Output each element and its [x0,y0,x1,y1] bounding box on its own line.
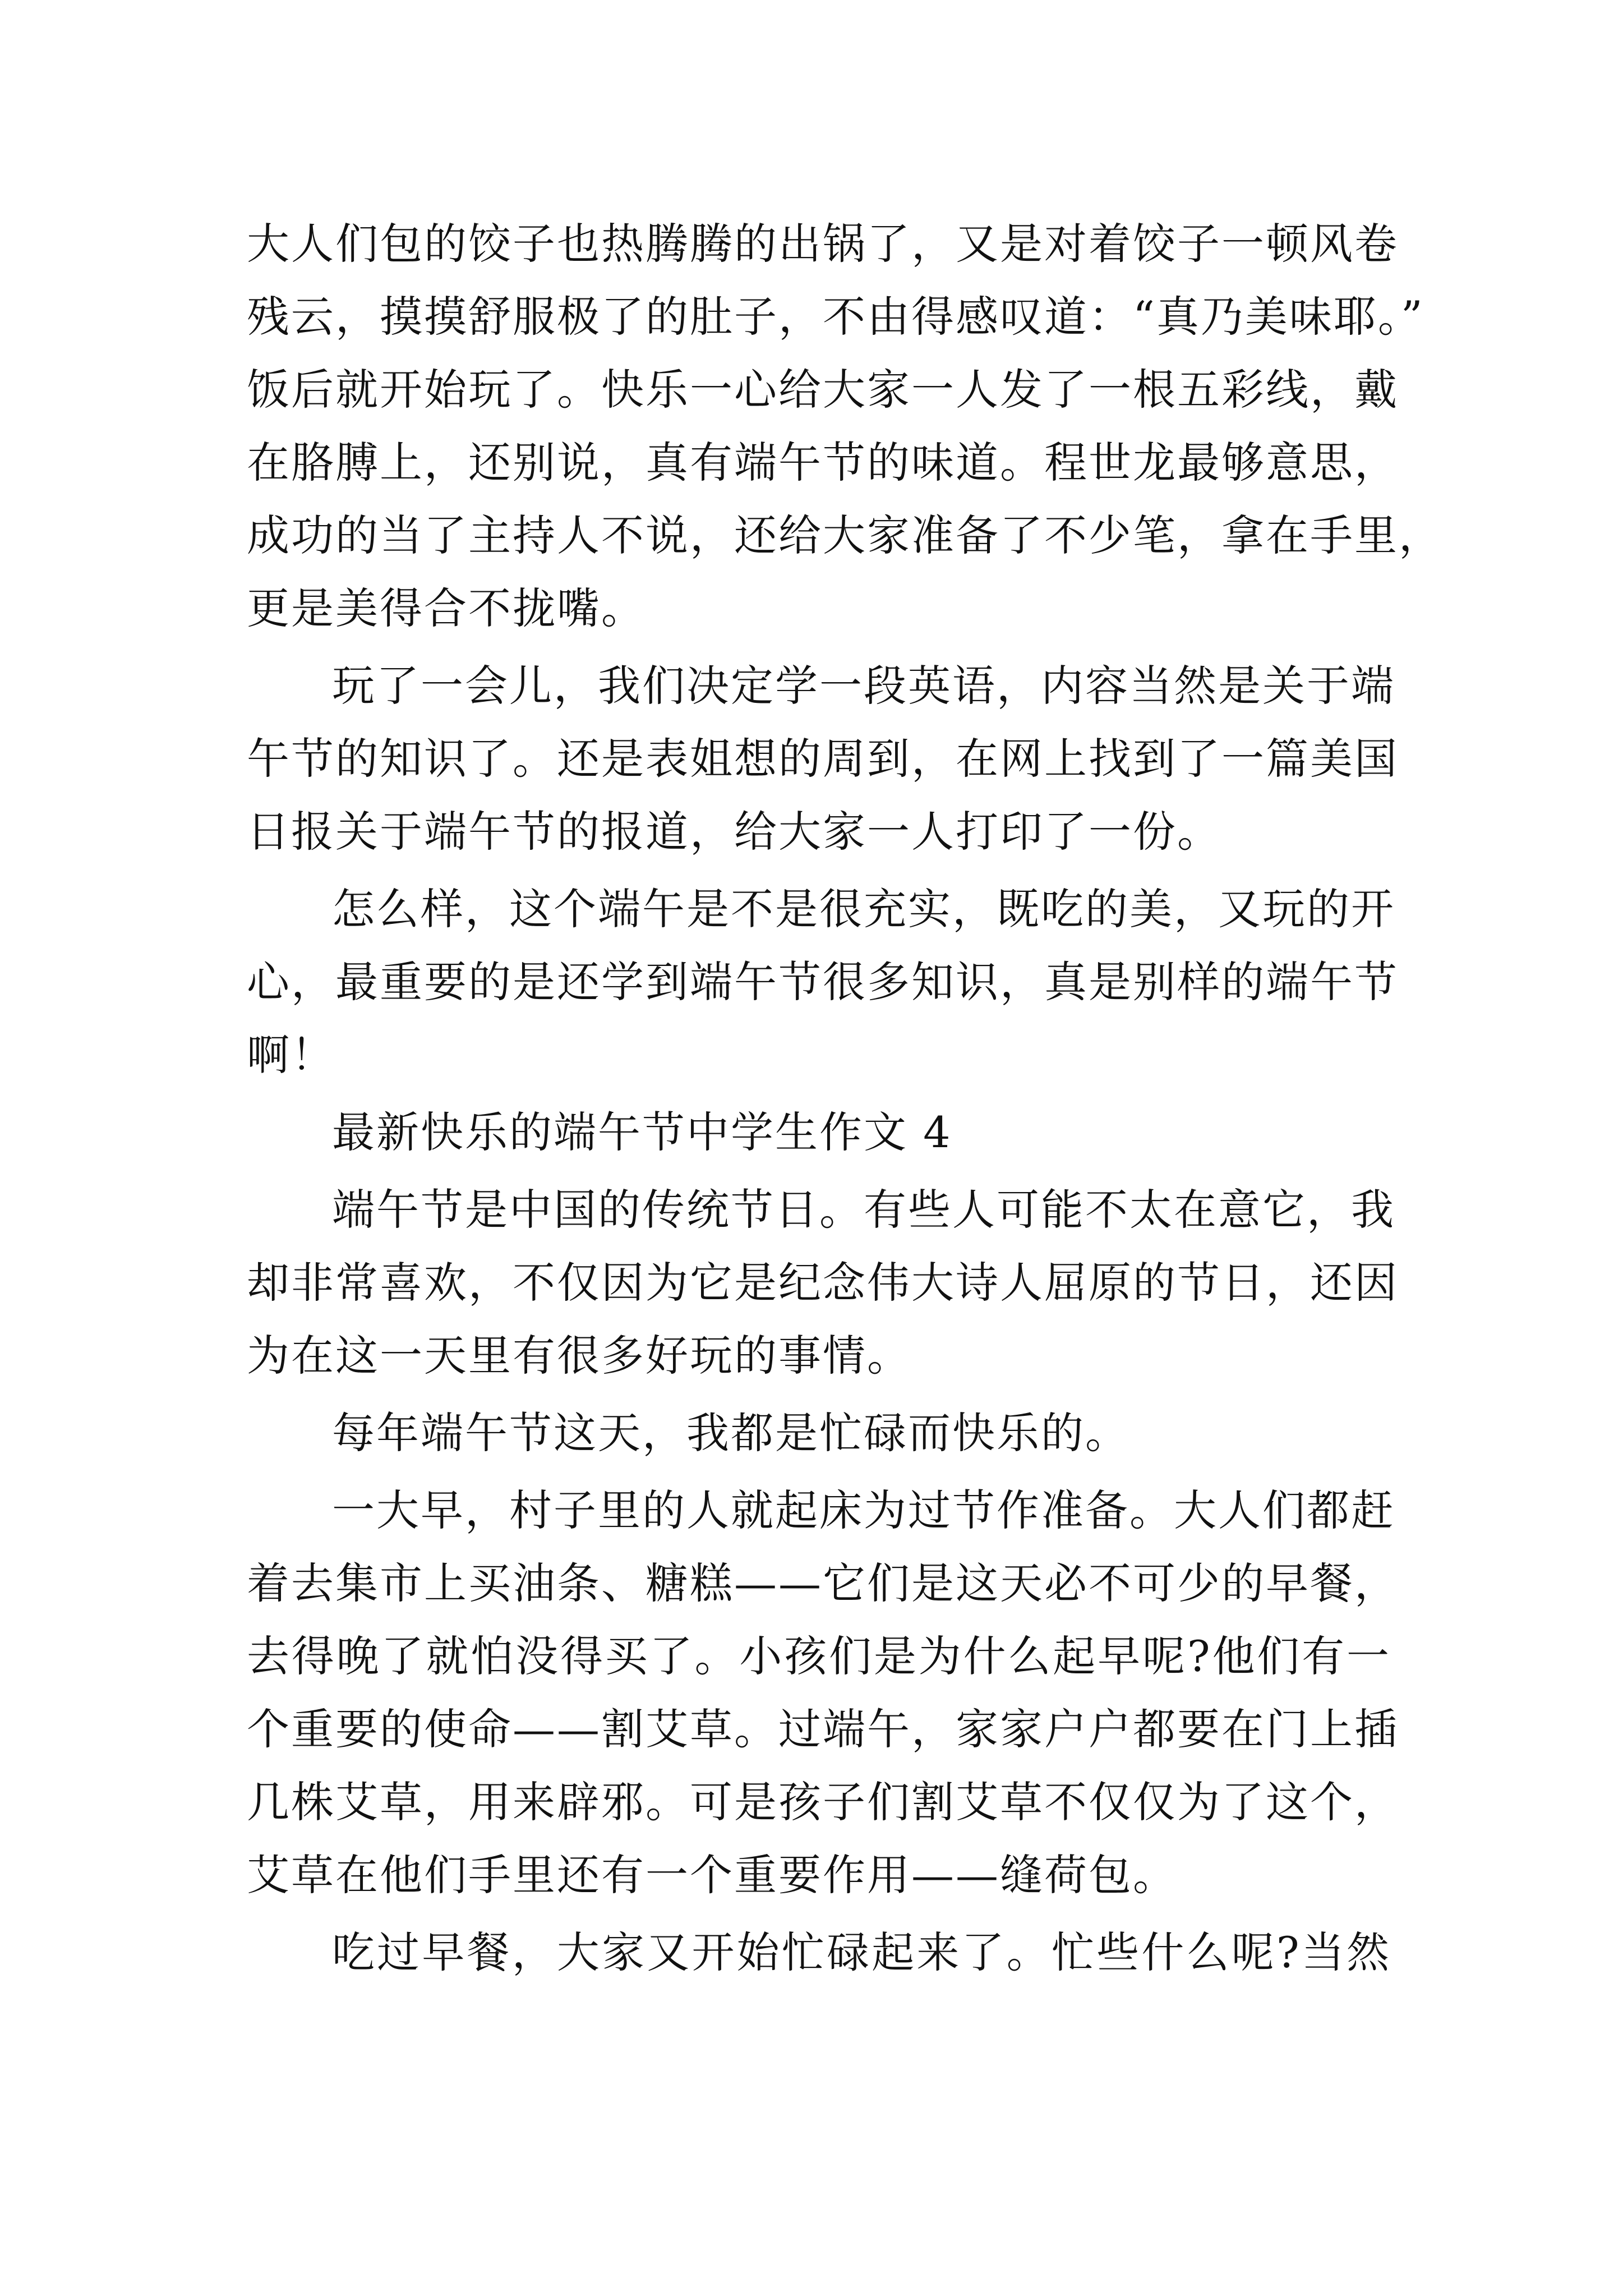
text-line: 日报关于端午节的报道，给大家一人打印了一份。 [247,807,1221,857]
heading-text: 最新快乐的端午节中学生作文 4 [332,1107,952,1157]
text-line: 残云，摸摸舒服极了的肚子，不由得感叹道：“真乃美味耶。” [247,292,1424,342]
paragraph [247,873,1399,1092]
text-line: 端午节是中国的传统节日。有些人可能不太在意它，我 [332,1185,1395,1235]
text-line: 却非常喜欢，不仅因为它是纪念伟大诗人屈原的节日，还因 [247,1258,1399,1308]
text-line: 着去集市上买油条、糖糕——它们是这天必不可少的早餐， [247,1558,1399,1608]
paragraph [247,1174,1399,1392]
text-line: 几株艾草，用来辟邪。可是孩子们割艾草不仅仅为了这个， [247,1777,1399,1827]
document-body [247,208,1443,1989]
text-line: 艾草在他们手里还有一个重要作用——缝荷包。 [247,1850,1177,1900]
text-line: 饭后就开始玩了。快乐一心给大家一人发了一根五彩线，戴 [247,365,1399,415]
text-line: 每年端午节这天，我都是忙碌而快乐的。 [332,1408,1129,1458]
text-line: 大人们包的饺子也热腾腾的出锅了，又是对着饺子一顿风卷 [247,219,1399,269]
paragraph [247,208,1443,645]
paragraph [247,650,1399,868]
text-line: 为在这一天里有很多好玩的事情。 [247,1331,911,1381]
text-line: 怎么样，这个端午是不是很充实，既吃的美，又玩的开 [332,884,1395,934]
text-line: 去得晚了就怕没得买了。小孩们是为什么起早呢?他们有一 [247,1631,1391,1681]
text-line: 吃过早餐，大家又开始忙碌起来了。忙些什么呢?当然 [332,1927,1391,1977]
section-heading [247,1096,1391,1169]
text-line: 成功的当了主持人不说，还给大家准备了不少笔，拿在手里， [247,510,1443,560]
text-line: 啊！ [247,1030,335,1080]
text-line: 在胳膊上，还别说，真有端午节的味道。程世龙最够意思， [247,438,1399,487]
paragraph [247,1397,1391,1470]
text-line: 更是美得合不拢嘴。 [247,583,645,633]
text-line: 玩了一会儿，我们决定学一段英语，内容当然是关于端 [332,661,1395,711]
paragraph [247,1916,1391,1989]
text-line: 一大早，村子里的人就起床为过节作准备。大人们都赶 [332,1485,1395,1535]
paragraph [247,1474,1399,1912]
text-line: 个重要的使命——割艾草。过端午，家家户户都要在门上插 [247,1704,1399,1754]
text-line: 心，最重要的是还学到端午节很多知识，真是别样的端午节 [247,957,1399,1007]
text-line: 午节的知识了。还是表姐想的周到，在网上找到了一篇美国 [247,734,1399,784]
